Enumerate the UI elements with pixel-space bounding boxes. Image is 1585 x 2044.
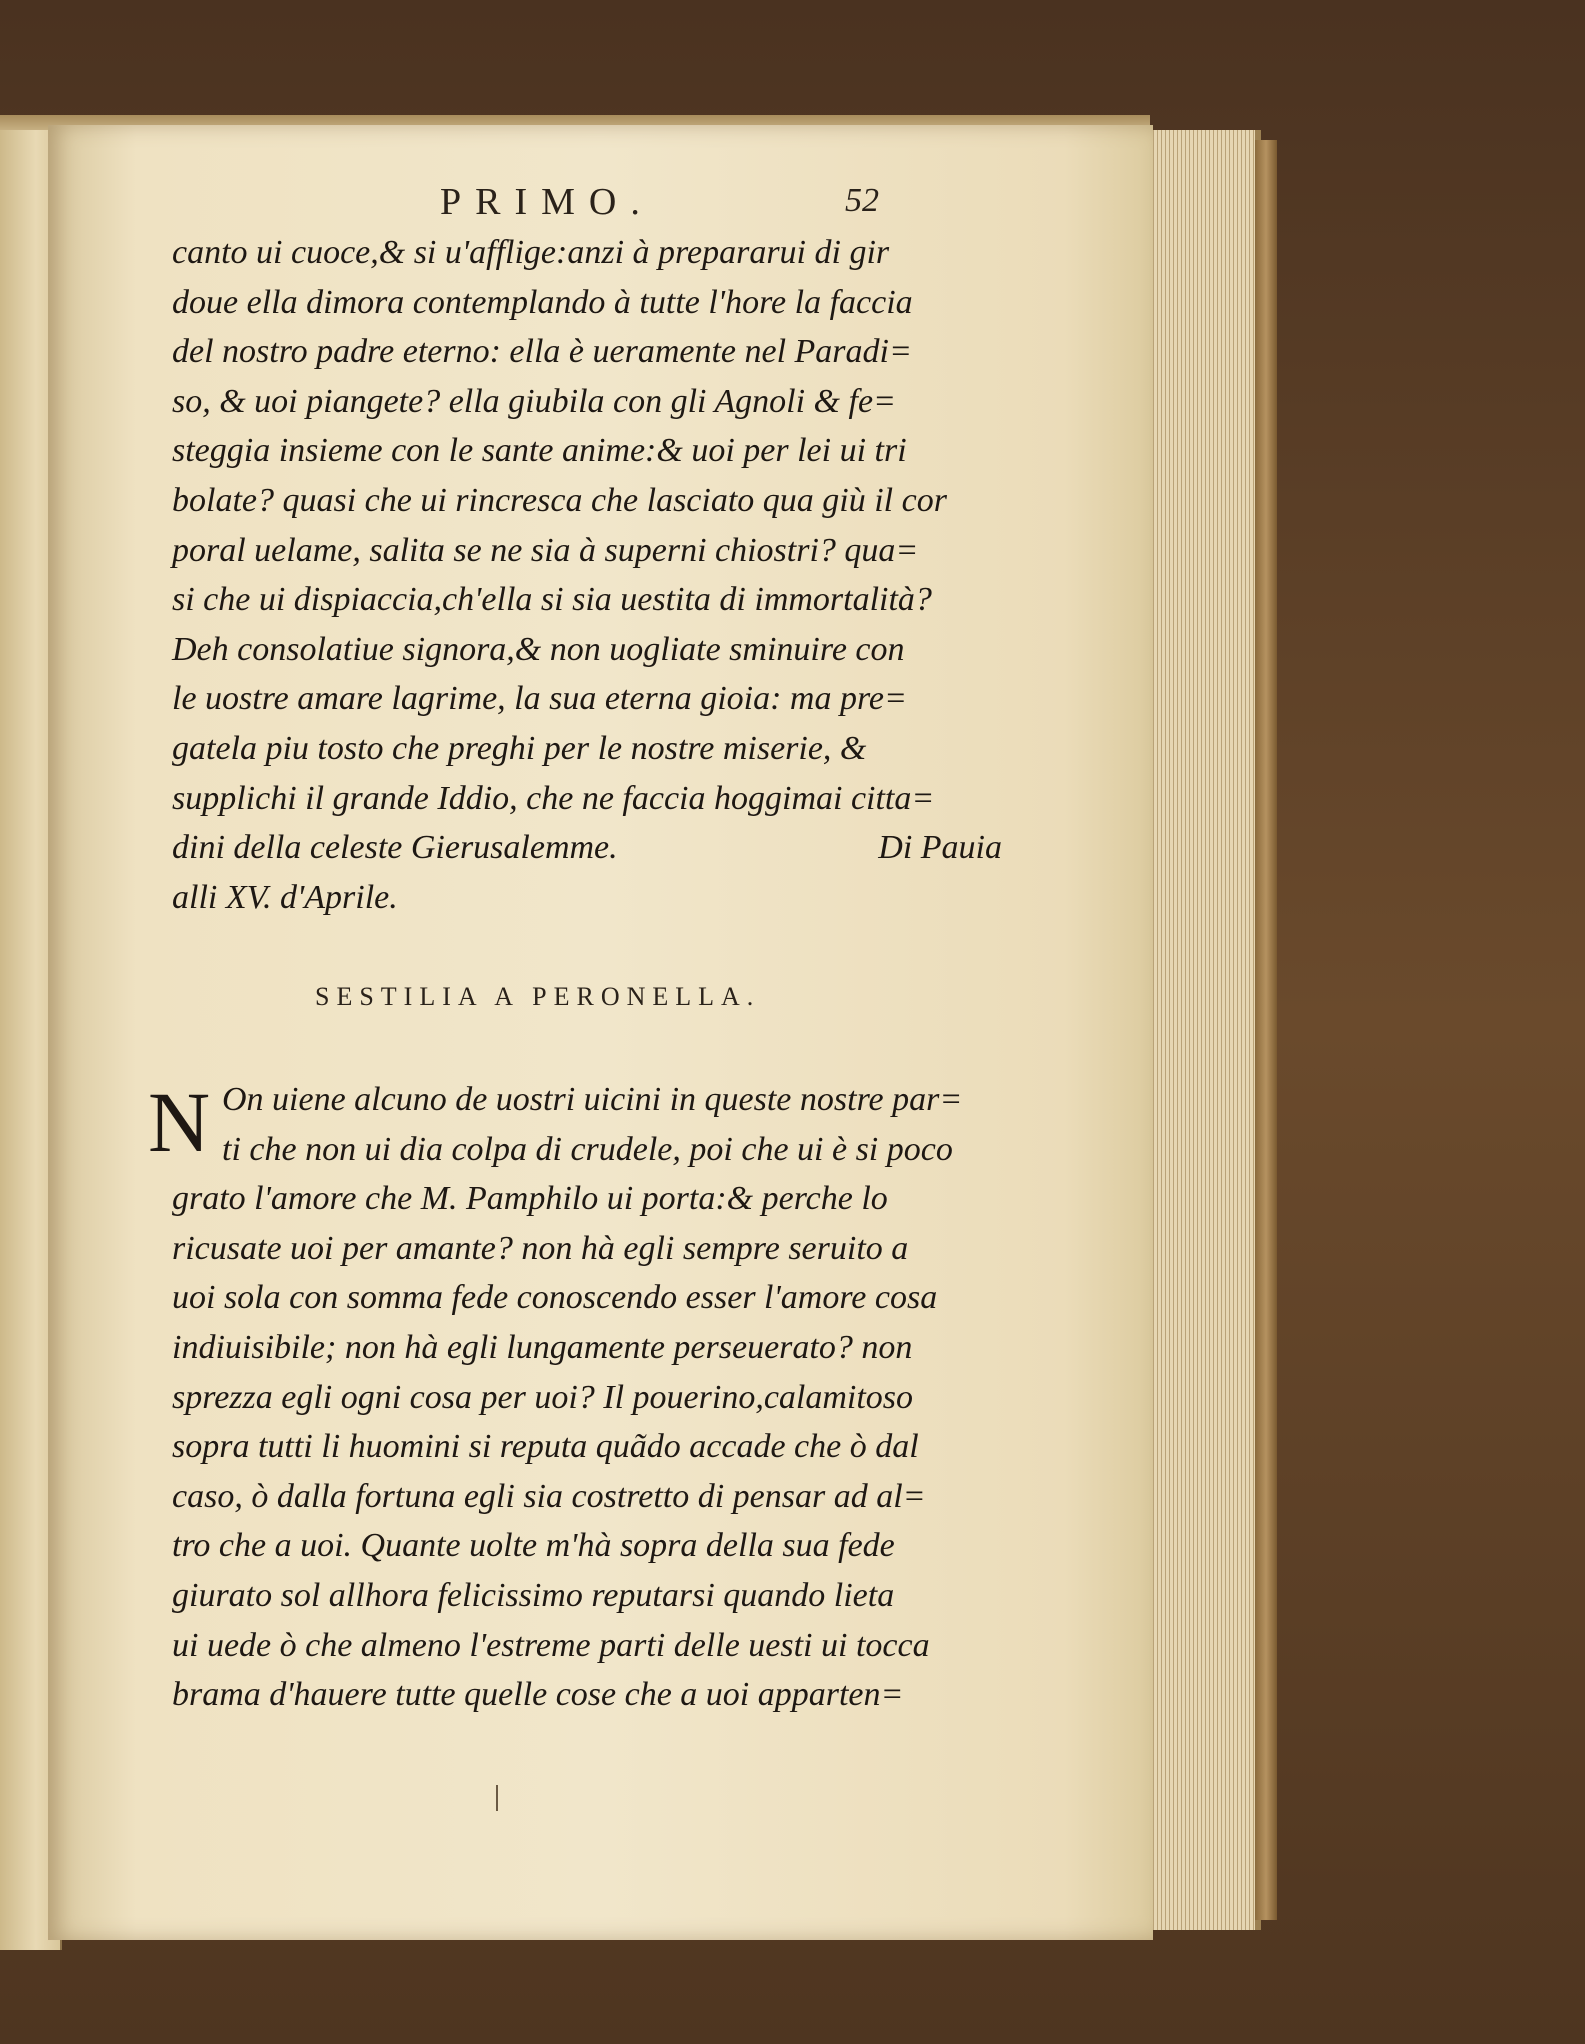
page-mark	[496, 1785, 498, 1811]
text-line: ui uede ò che almeno l'estreme parti delle uesti ui tocca	[172, 1626, 930, 1664]
drop-cap: N	[148, 1074, 211, 1170]
text-line: so, & uoi piangete? ella giubila con gli Agnoli & fe=	[172, 382, 896, 420]
text-line: tro che a uoi. Quante uolte m'hà sopra della sua fede	[172, 1527, 895, 1565]
text-line: giurato sol allhora felicissimo reputarsi quando lieta	[172, 1576, 895, 1614]
text-line: si che ui dispiaccia,ch'ella si sia uestita di immortalità?	[172, 581, 932, 619]
date-line: alli XV. d'Aprile.	[172, 878, 398, 916]
second-letter-text	[148, 1075, 1008, 1720]
text-line: canto ui cuoce,& si u'affligе:anzi à prepararui di gir	[172, 234, 890, 271]
cover-edge	[1255, 140, 1277, 1920]
text-line: bolate? quasi che ui rincresca che lasciato qua giù il cor	[172, 481, 947, 519]
place-line: Di Pauia	[878, 829, 1002, 867]
text-line: indiuisibile; non hà egli lungamente perseuerato? non	[172, 1328, 913, 1366]
letter-heading: SESTILIA A PERONELLA.	[315, 982, 761, 1011]
text-line: dini della celeste Gierusalemme.	[172, 829, 618, 867]
page-block-edges	[1150, 130, 1261, 1930]
text-line: caso, ò dalla fortuna egli sia costretto di pensar ad al=	[172, 1477, 926, 1515]
first-letter-text	[172, 228, 1002, 922]
closing-line	[172, 823, 1002, 873]
text-line: poral uelame, salita se ne sia à superni chiostri? qua=	[172, 531, 919, 569]
text-line: grato l'amore che M. Pamphilo ui porta:& perche lo	[172, 1180, 888, 1218]
text-line: del nostro padre eterno: ella è ueramente nel Paradi=	[172, 333, 912, 371]
folio-number: 52	[845, 182, 879, 219]
text-line: On uiene alcuno de uostri uicini in queste nostre par=	[222, 1081, 963, 1118]
text-line: gatela piu tosto che preghi per le nostre miserie, &	[172, 729, 867, 767]
text-line: doue ella dimora contemplando à tutte l'hore la faccia	[172, 283, 913, 321]
text-line: supplichi il grande Iddio, che ne faccia hoggimai citta=	[172, 779, 935, 817]
text-line: le uostre amare lagrime, la sua eterna gioia: ma pre=	[172, 680, 907, 718]
running-head: PRIMO.	[440, 181, 654, 223]
text-line: brama d'hauere tutte quelle cose che a uoi apparten=	[172, 1676, 904, 1714]
text-line: sprezza egli ogni cosa per uoi? Il pouerino,calamitoso	[172, 1378, 914, 1416]
text-line: steggia insieme con le sante anime:& uoi per lei ui tri	[172, 432, 907, 470]
text-line: Deh consolatiue signora,& non uogliate sminuire con	[172, 630, 905, 668]
text-line: uoi sola con somma fede conoscendo esser l'amore cosa	[172, 1279, 938, 1317]
text-line: sopra tutti li huomini si reputa quãdo accade che ò dal	[172, 1428, 919, 1466]
page-header	[440, 180, 1060, 230]
text-line: ti che non ui dia colpa di crudele, poi che ui è si poco	[222, 1130, 953, 1168]
text-line: ricusate uoi per amante? non hà egli sempre seruito a	[172, 1229, 909, 1267]
